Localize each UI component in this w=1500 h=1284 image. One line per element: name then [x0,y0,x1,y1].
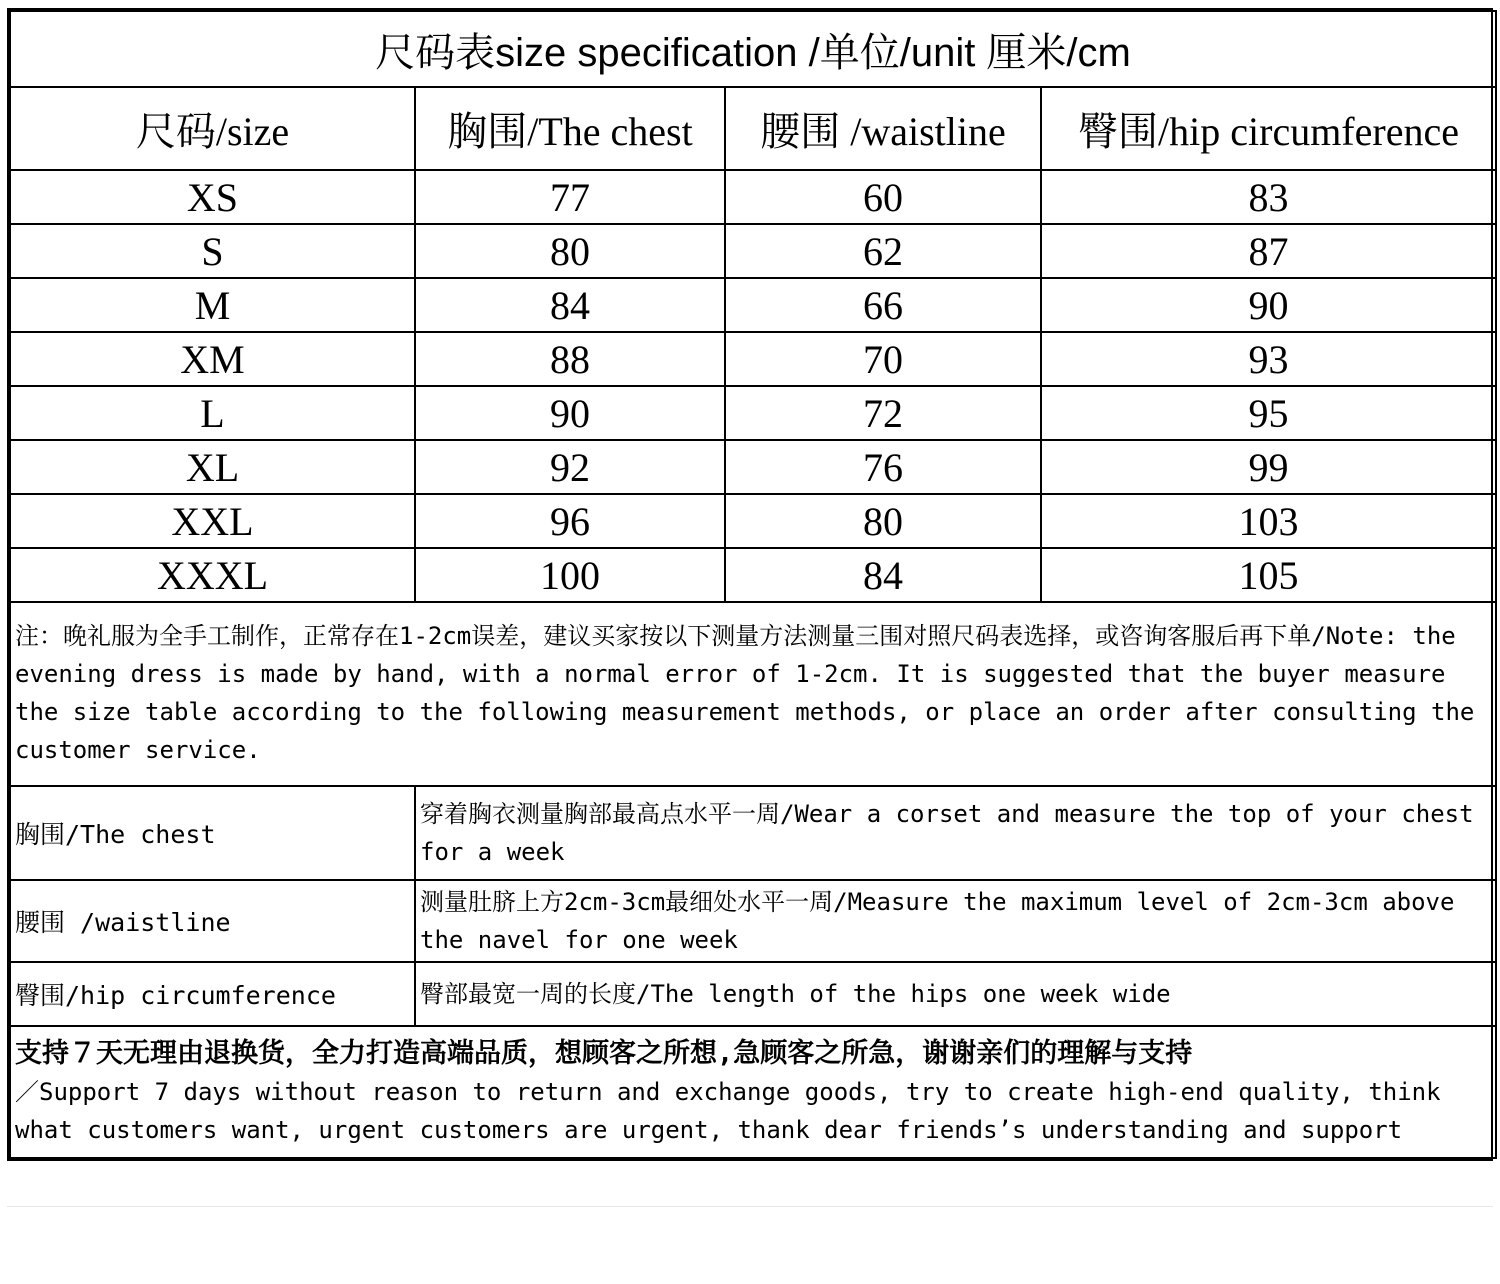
waist-cell: 84 [725,548,1041,602]
size-cell: L [10,386,415,440]
support-text-cn: 支持７天无理由退换货，全力打造高端品质，想顾客之所想,急顾客之所急，谢谢亲们的理解与支持 [15,1038,1193,1069]
size-cell: XM [10,332,415,386]
table-row [10,224,1496,278]
support-text-en: ／Support 7 days without reason to return and exchange goods, try to create high-end quality, think what customers want, urgent customers are urgent, thank dear friends’s understanding and support [15,1078,1441,1144]
chest-cell: 84 [415,278,725,332]
chest-cell: 77 [415,170,725,224]
waist-cell: 76 [725,440,1041,494]
measurement-label: 臀围/hip circumference [10,962,415,1026]
table-row [10,170,1496,224]
waist-cell: 80 [725,494,1041,548]
table-row [10,440,1496,494]
table-row [10,278,1496,332]
divider [7,1200,1493,1207]
size-cell: XXXL [10,548,415,602]
table-row [10,386,1496,440]
header-chest: 胸围/The chest [415,87,725,170]
waist-cell: 70 [725,332,1041,386]
measurement-row [10,962,1496,1026]
hip-cell: 99 [1041,440,1496,494]
measurement-row [10,786,1496,880]
hip-cell: 93 [1041,332,1496,386]
header-waist: 腰围 /waistline [725,87,1041,170]
waist-cell: 66 [725,278,1041,332]
table-row [10,548,1496,602]
chest-cell: 92 [415,440,725,494]
note-text: 注：晚礼服为全手工制作，正常存在1-2cm误差，建议买家按以下测量方法测量三围对照尺码表选择，或咨询客服后再下单/Note: the evening dress is made by hand, with a normal error of 1-2cm. It is suggested that the buyer measure the size table according to the following measurement methods, or place an order after consulting the customer service. [10,602,1496,786]
measurement-label: 胸围/The chest [10,786,415,880]
support-text [10,1026,1496,1158]
hip-cell: 90 [1041,278,1496,332]
measurement-desc: 穿着胸衣测量胸部最高点水平一周/Wear a corset and measure the top of your chest for a week [415,786,1496,880]
measurement-row [10,880,1496,962]
waist-cell: 72 [725,386,1041,440]
size-chart [7,8,1493,1161]
measurement-desc: 臀部最宽一周的长度/The length of the hips one week wide [415,962,1496,1026]
measurement-label: 腰围 /waistline [10,880,415,962]
table-row [10,332,1496,386]
hip-cell: 83 [1041,170,1496,224]
size-cell: S [10,224,415,278]
waist-cell: 62 [725,224,1041,278]
measurement-desc: 测量肚脐上方2cm-3cm最细处水平一周/Measure the maximum level of 2cm-3cm above the navel for one week [415,880,1496,962]
size-cell: XXL [10,494,415,548]
size-cell: M [10,278,415,332]
header-size: 尺码/size [10,87,415,170]
header-hip: 臀围/hip circumference [1041,87,1496,170]
chest-cell: 100 [415,548,725,602]
hip-cell: 103 [1041,494,1496,548]
chest-cell: 90 [415,386,725,440]
chart-title: 尺码表size specification /单位/unit 厘米/cm [10,11,1496,87]
chest-cell: 80 [415,224,725,278]
hip-cell: 87 [1041,224,1496,278]
waist-cell: 60 [725,170,1041,224]
table-row [10,494,1496,548]
header-row [10,87,1496,170]
chest-cell: 88 [415,332,725,386]
size-table [9,10,1497,1159]
size-cell: XS [10,170,415,224]
hip-cell: 105 [1041,548,1496,602]
chest-cell: 96 [415,494,725,548]
size-cell: XL [10,440,415,494]
hip-cell: 95 [1041,386,1496,440]
